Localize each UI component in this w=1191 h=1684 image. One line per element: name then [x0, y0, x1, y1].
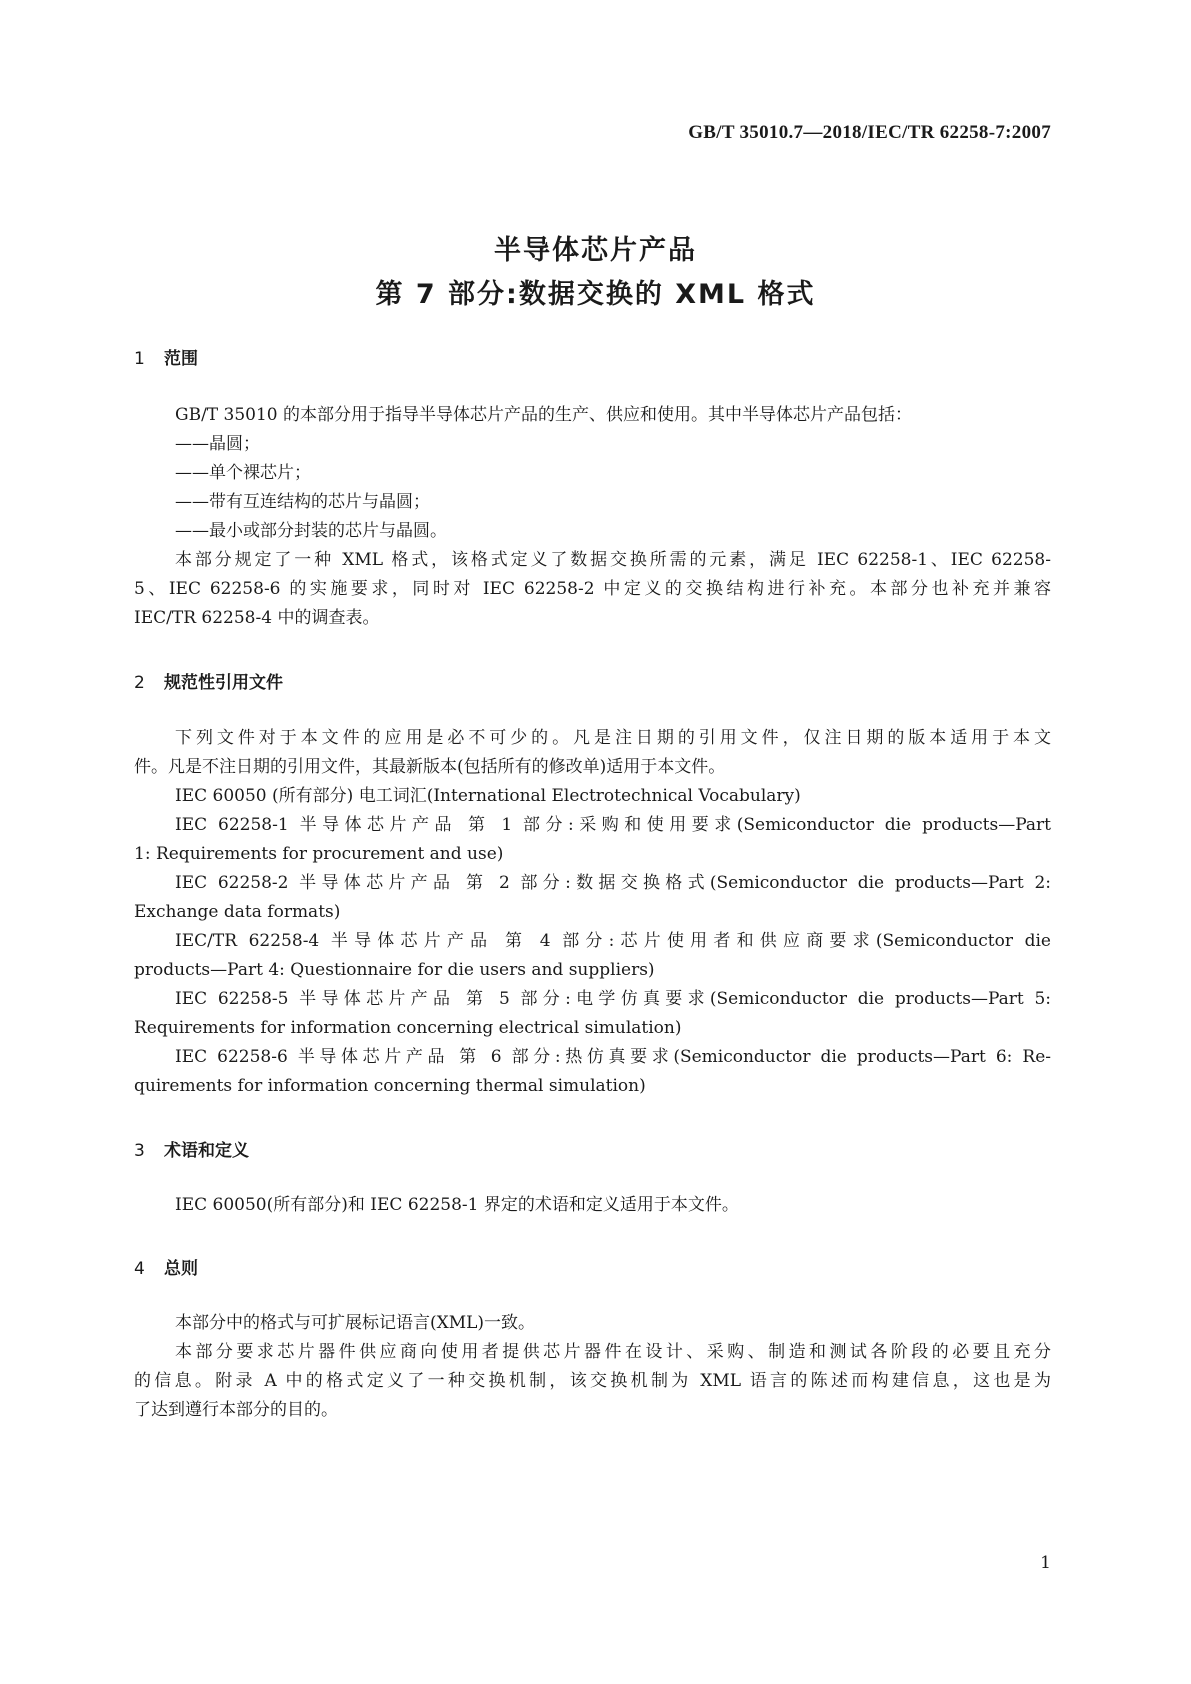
section-number: 2	[134, 673, 145, 693]
section-title: 范围	[164, 349, 198, 369]
paragraph-line: 下列文件对于本文件的应用是必不可少的。凡是注日期的引用文件，仅注日期的版本适用于本文	[175, 728, 1051, 748]
reference-entry: IEC/TR 62258-4 半导体芯片产品 第 4 部分:芯片使用者和供应商要求(Semiconductor die	[175, 931, 1051, 951]
paragraph-line: GB/T 35010 的本部分用于指导半导体芯片产品的生产、供应和使用。其中半导体芯片产品包括：	[175, 405, 913, 425]
paragraph-line: 了达到遵行本部分的目的。	[134, 1400, 338, 1420]
reference-entry: Requirements for information concerning electrical simulation)	[134, 1018, 682, 1038]
document-title-line-2: 第 7 部分:数据交换的 XML 格式	[375, 279, 816, 310]
reference-entry: quirements for information concerning thermal simulation)	[134, 1076, 646, 1096]
list-item: ——带有互连结构的芯片与晶圆；	[175, 492, 430, 512]
reference-entry: IEC 62258-1 半导体芯片产品 第 1 部分:采购和使用要求(Semiconductor die products—Part	[175, 815, 1051, 835]
paragraph-line: 的信息。附录 A 中的格式定义了一种交换机制，该交换机制为 XML 语言的陈述而构建信息，这也是为	[134, 1371, 1051, 1391]
reference-entry: products—Part 4: Questionnaire for die users and suppliers)	[134, 960, 655, 980]
section-heading-general	[134, 1254, 198, 1279]
standard-code: GB/T 35010.7—2018/IEC/TR 62258-7:2007	[688, 122, 1051, 143]
section-number: 1	[134, 349, 145, 369]
section-title: 术语和定义	[164, 1141, 249, 1161]
paragraph-line: 5、IEC 62258-6 的实施要求，同时对 IEC 62258-2 中定义的交换结构进行补充。本部分也补充并兼容	[134, 579, 1051, 599]
reference-entry: 1: Requirements for procurement and use)	[134, 844, 504, 864]
paragraph-line: 本部分要求芯片器件供应商向使用者提供芯片器件在设计、采购、制造和测试各阶段的必要且充分	[175, 1342, 1051, 1362]
document-title-line-1: 半导体芯片产品	[494, 235, 697, 266]
list-item: ——最小或部分封装的芯片与晶圆。	[175, 521, 447, 541]
section-title: 规范性引用文件	[164, 673, 283, 693]
paragraph-line: 本部分中的格式与可扩展标记语言(XML)一致。	[175, 1313, 536, 1333]
reference-entry: IEC 60050 (所有部分) 电工词汇(International Electrotechnical Vocabulary)	[175, 786, 801, 806]
list-item: ——晶圆；	[175, 434, 260, 454]
section-number: 4	[134, 1259, 145, 1279]
list-item: ——单个裸芯片；	[175, 463, 311, 483]
paragraph-line: IEC/TR 62258-4 中的调查表。	[134, 608, 380, 628]
section-number: 3	[134, 1141, 145, 1161]
reference-entry: Exchange data formats)	[134, 902, 341, 922]
reference-entry: IEC 62258-5 半导体芯片产品 第 5 部分:电学仿真要求(Semiconductor die products—Part 5:	[175, 989, 1051, 1009]
paragraph-line: 本部分规定了一种 XML 格式，该格式定义了数据交换所需的元素，满足 IEC 62258-1、IEC 62258-	[175, 550, 1051, 570]
reference-entry: IEC 62258-6 半导体芯片产品 第 6 部分:热仿真要求(Semiconductor die products—Part 6: Re-	[175, 1047, 1051, 1067]
section-heading-terms-and-definitions	[134, 1136, 249, 1161]
section-heading-normative-references	[134, 668, 283, 693]
section-heading-scope	[134, 344, 198, 369]
paragraph-line: 件。凡是不注日期的引用文件，其最新版本(包括所有的修改单)适用于本文件。	[134, 757, 726, 777]
reference-entry: IEC 62258-2 半导体芯片产品 第 2 部分:数据交换格式(Semiconductor die products—Part 2:	[175, 873, 1051, 893]
section-title: 总则	[164, 1259, 198, 1279]
paragraph-line: IEC 60050(所有部分)和 IEC 62258-1 界定的术语和定义适用于本文件。	[175, 1195, 739, 1215]
page-number: 1	[1040, 1553, 1051, 1573]
